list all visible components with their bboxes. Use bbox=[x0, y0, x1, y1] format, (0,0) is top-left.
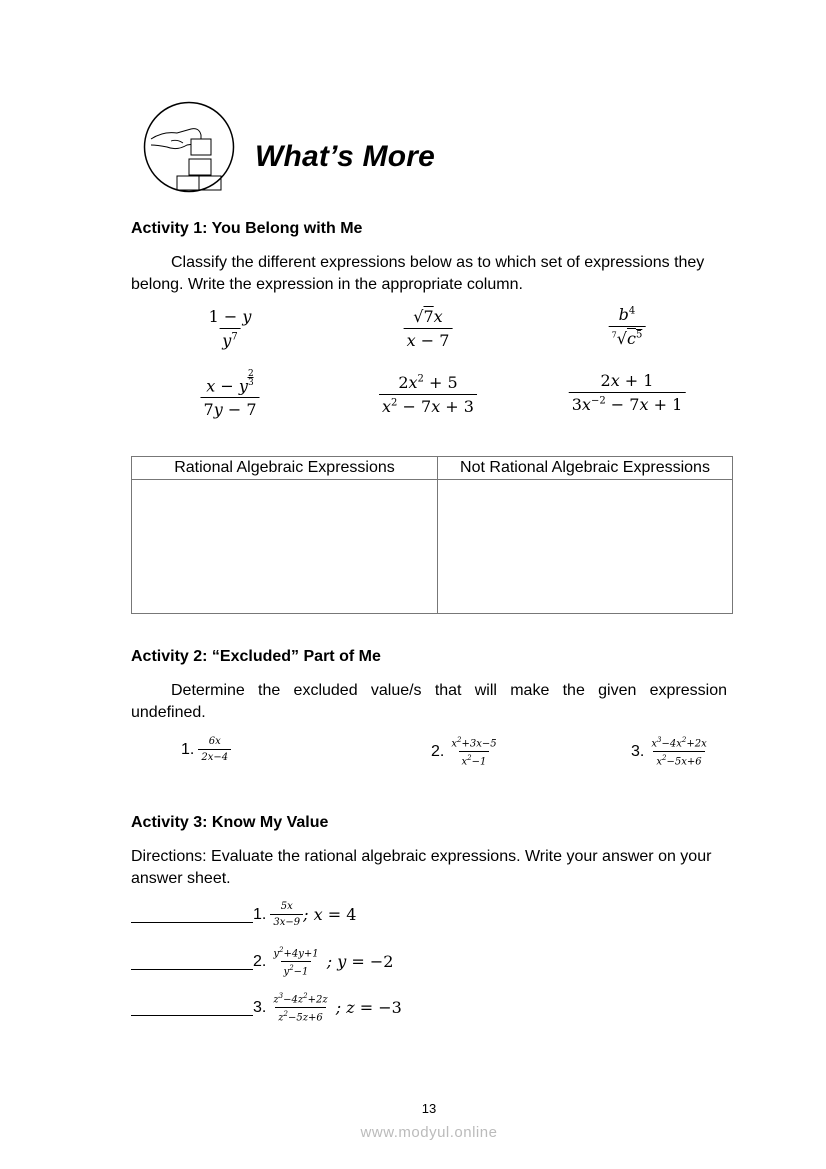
expression-denominator: 7y − 7 bbox=[201, 397, 260, 419]
expression-3 bbox=[609, 305, 646, 348]
activity2-item-3: 3. $\frac{x^3-4x^2+2x}{x^2-5x+6}$ bbox=[631, 736, 707, 768]
activity2-item-1: 1. $\frac{6x}{2x-4}$ bbox=[181, 736, 231, 763]
activity3-item-3: 3. $\frac{z^3-4z^2+2z}{z^2-5z+6}$ ; z = −3 bbox=[131, 992, 402, 1024]
activity1-instructions-line2: belong. Write the expression in the appropriate column. bbox=[131, 276, 523, 293]
expression-4 bbox=[201, 370, 260, 419]
page-title: What’s More bbox=[255, 140, 436, 173]
expression-numerator: $2x^2 + 5$ bbox=[398, 373, 458, 392]
column-header-rational: Rational Algebraic Expressions bbox=[132, 457, 438, 480]
rational-answer-cell[interactable] bbox=[132, 480, 438, 614]
activity3-item-2: 2. $\frac{y^2+4y+1}{y^2-1}$ ; y = −2 bbox=[131, 946, 393, 978]
activity1-heading: Activity 1: You Belong with Me bbox=[131, 220, 363, 237]
answer-blank[interactable] bbox=[131, 953, 253, 970]
column-header-not-rational: Not Rational Algebraic Expressions bbox=[438, 457, 733, 480]
activity3-heading: Activity 3: Know My Value bbox=[131, 814, 329, 831]
watermark: www.modyul.online bbox=[360, 1124, 498, 1141]
classification-table bbox=[131, 456, 733, 614]
expression-denominator: $y^7$ bbox=[219, 328, 240, 350]
expression-denominator: $3x^{-2} - 7x + 1$ bbox=[569, 392, 686, 414]
activity1-instructions-line1: Classify the different expressions below as to which set of expressions they bbox=[171, 254, 705, 271]
activity2-heading: Activity 2: “Excluded” Part of Me bbox=[131, 648, 381, 665]
activity2-instructions-line2: undefined. bbox=[131, 704, 206, 721]
expression-denominator: x − 7 bbox=[404, 328, 453, 350]
expression-1 bbox=[206, 307, 255, 350]
activity2-item-2: 2. $\frac{x^2+3x-5}{x^2-1}$ bbox=[431, 736, 497, 768]
hand-stacking-blocks-icon bbox=[143, 101, 235, 193]
expression-numerator: $x - y^{2 3}$ bbox=[206, 369, 254, 396]
not-rational-answer-cell[interactable] bbox=[438, 480, 733, 614]
expression-5 bbox=[379, 373, 477, 416]
expression-numerator: 2x + 1 bbox=[600, 371, 654, 390]
activity3-instructions-line1: Directions: Evaluate the rational algebraic expressions. Write your answer on your bbox=[131, 848, 712, 865]
expression-numerator: $b^4$ bbox=[618, 305, 636, 324]
expression-denominator: $x^2 - 7x + 3$ bbox=[379, 394, 477, 416]
page-number: 13 bbox=[421, 1101, 437, 1116]
expression-2 bbox=[404, 307, 453, 350]
activity3-instructions-line2: answer sheet. bbox=[131, 870, 231, 887]
expression-6 bbox=[569, 371, 686, 414]
activity2-instructions-line1: Determine the excluded value/s that will make the given expression bbox=[171, 682, 727, 699]
answer-blank[interactable] bbox=[131, 906, 253, 923]
expression-denominator: $^7√c^5$ bbox=[609, 326, 646, 348]
answer-blank[interactable] bbox=[131, 999, 253, 1016]
activity3-item-1: 1. $\frac{5x}{3x-9}$ ; x = 4 bbox=[131, 901, 356, 928]
expression-numerator: 1 − y bbox=[208, 307, 252, 326]
expression-numerator: √7x bbox=[413, 307, 443, 326]
